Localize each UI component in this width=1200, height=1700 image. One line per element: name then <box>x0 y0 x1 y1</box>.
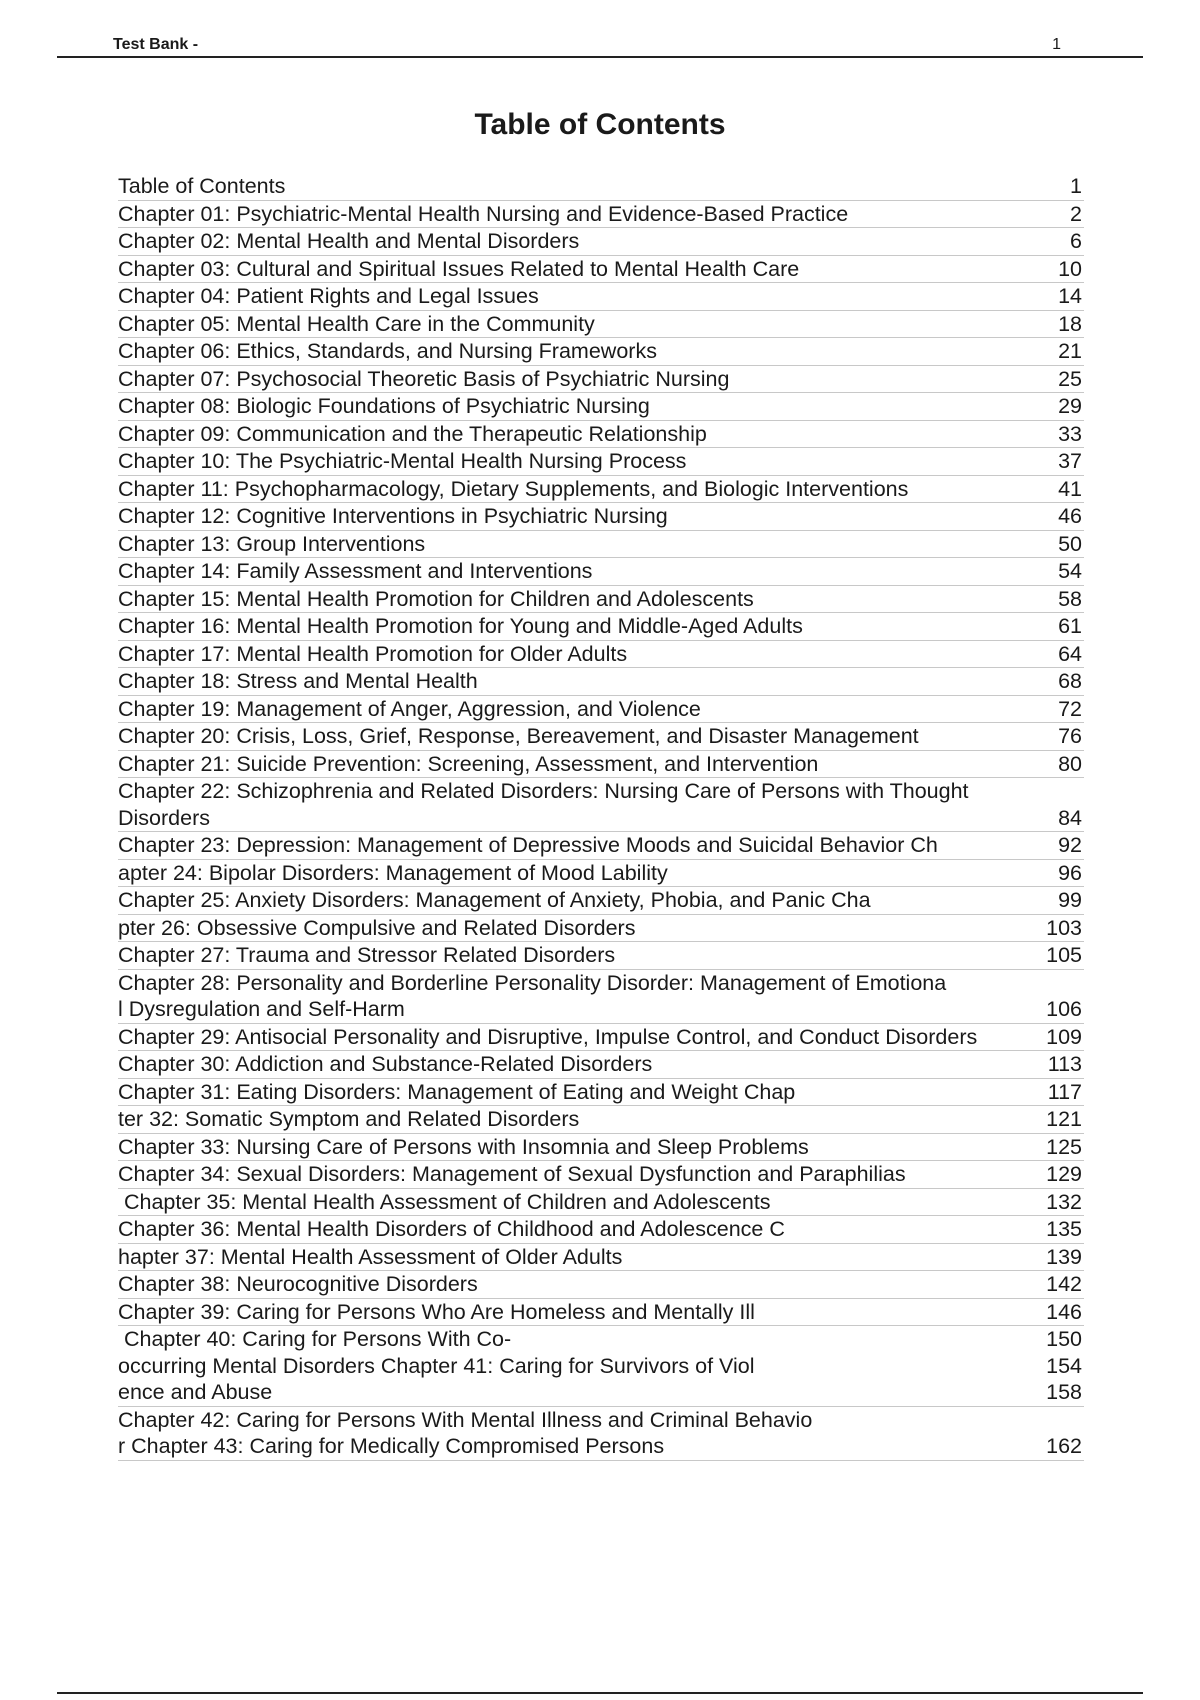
toc-entry-title: Table of Contents <box>118 174 286 198</box>
header-page-number: 1 <box>1052 36 1061 53</box>
toc-entry-title: Chapter 07: Psychosocial Theoretic Basis of Psychiatric Nursing <box>118 366 730 391</box>
table-of-contents <box>118 173 1084 1461</box>
header-title: Test Bank - <box>113 36 199 53</box>
toc-entry-page: 103 <box>1046 915 1082 940</box>
toc-entry-title: Chapter 34: Sexual Disorders: Management of Sexual Dysfunction and Paraphilias <box>118 1162 906 1186</box>
toc-entry[interactable] <box>118 942 1084 970</box>
toc-entry-title: Chapter 28: Personality and Borderline Personality Disorder: Management of Emotiona l Dysregulation and Self-Harm <box>118 970 947 1021</box>
toc-entry-page: 25 <box>1058 366 1082 391</box>
toc-entry-title: Chapter 27: Trauma and Stressor Related Disorders <box>118 943 616 967</box>
toc-entry-page: 96 <box>1058 860 1082 885</box>
toc-entry[interactable] <box>118 558 1084 586</box>
toc-entry[interactable] <box>118 1326 1084 1407</box>
toc-entry[interactable] <box>118 338 1084 366</box>
page-header <box>57 34 1143 58</box>
toc-entry[interactable] <box>118 641 1084 669</box>
toc-entry-title: Chapter 42: Caring for Persons With Mental Illness and Criminal Behavio r Chapter 43: Caring for Medically Compromised Persons <box>118 1407 813 1458</box>
toc-entry-page: 105 <box>1046 943 1082 967</box>
toc-entry[interactable] <box>118 1189 1084 1217</box>
page-title: Table of Contents <box>474 108 726 141</box>
toc-entry-title: Chapter 30: Addiction and Substance-Related Disorders <box>118 1052 653 1076</box>
toc-entry-title: Chapter 29: Antisocial Personality and Disruptive, Impulse Control, and Conduct Disorders <box>118 1024 978 1049</box>
toc-entry-page: 109 <box>1046 1024 1082 1049</box>
toc-entry[interactable] <box>118 723 1084 751</box>
toc-entry-page: 41 <box>1058 476 1082 501</box>
toc-entry-title: Chapter 19: Management of Anger, Aggression, and Violence <box>118 696 701 721</box>
toc-entry[interactable] <box>118 1244 1084 1272</box>
toc-entry[interactable] <box>118 668 1084 696</box>
toc-entry-title: Chapter 33: Nursing Care of Persons with Insomnia and Sleep Problems <box>118 1134 809 1159</box>
toc-entry-page: 139 <box>1046 1244 1082 1269</box>
toc-entry-title: Chapter 14: Family Assessment and Interventions <box>118 559 593 583</box>
toc-entry-page: 99 <box>1058 888 1082 912</box>
toc-entry-title: Chapter 10: The Psychiatric-Mental Health Nursing Process <box>118 449 687 473</box>
toc-entry-title: Chapter 38: Neurocognitive Disorders <box>118 1272 478 1296</box>
toc-entry-page: 37 <box>1058 449 1082 473</box>
toc-entry-title: apter 24: Bipolar Disorders: Management of Mood Lability <box>118 860 668 885</box>
toc-entry[interactable] <box>118 887 1084 915</box>
toc-entry[interactable] <box>118 503 1084 531</box>
toc-entry[interactable] <box>118 613 1084 641</box>
toc-entry-page: 80 <box>1058 751 1082 776</box>
toc-entry-page: 117 <box>1047 1079 1082 1104</box>
toc-entry-title: Chapter 31: Eating Disorders: Management of Eating and Weight Chap <box>118 1079 796 1104</box>
toc-entry-page: 64 <box>1058 641 1082 666</box>
toc-entry-title: ter 32: Somatic Symptom and Related Disorders <box>118 1107 580 1131</box>
toc-entry-title: Chapter 16: Mental Health Promotion for Young and Middle-Aged Adults <box>118 614 803 638</box>
toc-entry-title: Chapter 22: Schizophrenia and Related Disorders: Nursing Care of Persons with Thought Disorders <box>118 779 969 830</box>
toc-entry[interactable] <box>118 1079 1084 1107</box>
toc-entry-page: 72 <box>1058 696 1082 721</box>
toc-entry-page: 84 <box>1058 805 1082 830</box>
toc-entry-title: Chapter 03: Cultural and Spiritual Issues Related to Mental Health Care <box>118 256 800 281</box>
toc-entry[interactable] <box>118 228 1084 256</box>
toc-entry[interactable] <box>118 915 1084 943</box>
toc-entry-page: 146 <box>1046 1299 1082 1324</box>
toc-entry-title: Chapter 17: Mental Health Promotion for Older Adults <box>118 641 628 666</box>
toc-entry[interactable] <box>118 860 1084 888</box>
toc-entry[interactable] <box>118 1134 1084 1162</box>
toc-entry[interactable] <box>118 476 1084 504</box>
toc-entry[interactable] <box>118 1216 1084 1244</box>
toc-entry[interactable] <box>118 283 1084 311</box>
toc-entry[interactable] <box>118 421 1084 449</box>
toc-entry[interactable] <box>118 256 1084 284</box>
toc-entry[interactable] <box>118 751 1084 779</box>
toc-entry-page: 142 <box>1046 1272 1082 1296</box>
toc-entry-page: 106 <box>1046 997 1082 1021</box>
toc-entry-page: 10 <box>1058 256 1082 281</box>
toc-entry-title: Chapter 08: Biologic Foundations of Psychiatric Nursing <box>118 394 650 418</box>
toc-entry-page: 46 <box>1058 504 1082 528</box>
toc-entry-title: Chapter 05: Mental Health Care in the Community <box>118 311 595 336</box>
toc-entry-page: 125 <box>1046 1134 1082 1159</box>
toc-entry-page: 68 <box>1058 669 1082 693</box>
toc-entry-title: Chapter 23: Depression: Management of Depressive Moods and Suicidal Behavior Ch <box>118 833 938 857</box>
toc-entry-page: 58 <box>1058 586 1082 611</box>
toc-entry-page: 54 <box>1058 559 1082 583</box>
toc-entry-title: Chapter 36: Mental Health Disorders of Childhood and Adolescence C <box>118 1217 785 1241</box>
toc-entry[interactable] <box>118 311 1084 339</box>
toc-entry-title: hapter 37: Mental Health Assessment of Older Adults <box>118 1244 623 1269</box>
toc-entry[interactable] <box>118 832 1084 860</box>
toc-entry[interactable] <box>118 1271 1084 1299</box>
toc-entry-page: 29 <box>1058 394 1082 418</box>
toc-entry-page: 135 <box>1046 1217 1082 1241</box>
toc-entry-title: Chapter 39: Caring for Persons Who Are Homeless and Mentally Ill <box>118 1299 755 1324</box>
toc-entry-page: 61 <box>1058 614 1082 638</box>
toc-entry[interactable] <box>118 393 1084 421</box>
toc-entry-page: 76 <box>1058 724 1082 748</box>
toc-entry-title: Chapter 04: Patient Rights and Legal Issues <box>118 284 539 308</box>
toc-entry[interactable] <box>118 696 1084 724</box>
toc-entry-page: 1 <box>1070 174 1082 198</box>
toc-entry-title: Chapter 06: Ethics, Standards, and Nursing Frameworks <box>118 339 657 363</box>
toc-entry-page: 92 <box>1058 833 1082 857</box>
toc-entry-page: 113 <box>1047 1052 1082 1076</box>
toc-entry[interactable] <box>118 1051 1084 1079</box>
toc-entry[interactable] <box>118 531 1084 559</box>
toc-entry-page: 50 <box>1058 531 1082 556</box>
toc-entry-title: Chapter 02: Mental Health and Mental Disorders <box>118 229 580 253</box>
toc-entry-page: 21 <box>1058 339 1082 363</box>
toc-entry-page: 33 <box>1058 421 1082 446</box>
footer-rule <box>57 1692 1143 1694</box>
toc-entry-title: Chapter 01: Psychiatric-Mental Health Nursing and Evidence-Based Practice <box>118 201 849 226</box>
toc-entry-title: Chapter 09: Communication and the Therapeutic Relationship <box>118 421 707 446</box>
toc-entry-title: Chapter 35: Mental Health Assessment of Children and Adolescents <box>118 1189 771 1214</box>
toc-entry[interactable] <box>118 448 1084 476</box>
toc-entry-title: Chapter 12: Cognitive Interventions in Psychiatric Nursing <box>118 504 668 528</box>
toc-entry-title: Chapter 18: Stress and Mental Health <box>118 669 478 693</box>
toc-entry[interactable] <box>118 1299 1084 1327</box>
toc-entry-title: Chapter 15: Mental Health Promotion for Children and Adolescents <box>118 586 754 611</box>
toc-entry[interactable] <box>118 778 1084 832</box>
toc-entry-title: pter 26: Obsessive Compulsive and Related Disorders <box>118 915 636 940</box>
toc-entry-title: Chapter 25: Anxiety Disorders: Management of Anxiety, Phobia, and Panic Cha <box>118 888 871 912</box>
toc-entry-page: 150 154 158 <box>1046 1327 1082 1404</box>
toc-entry[interactable] <box>118 1407 1084 1461</box>
toc-entry-page: 162 <box>1046 1434 1082 1458</box>
toc-entry-title: Chapter 11: Psychopharmacology, Dietary Supplements, and Biologic Interventions <box>118 476 909 501</box>
toc-entry[interactable] <box>118 366 1084 394</box>
toc-entry-page: 121 <box>1046 1107 1082 1131</box>
toc-entry[interactable] <box>118 586 1084 614</box>
toc-entry-page: 129 <box>1046 1162 1082 1186</box>
toc-entry[interactable] <box>118 201 1084 229</box>
toc-entry[interactable] <box>118 173 1084 201</box>
toc-entry-page: 2 <box>1070 201 1082 226</box>
toc-entry-title: Chapter 40: Caring for Persons With Co- occurring Mental Disorders Chapter 41: Caring for Survivors of Viol ence and Abuse <box>118 1327 755 1404</box>
toc-entry-title: Chapter 13: Group Interventions <box>118 531 426 556</box>
toc-entry-page: 14 <box>1058 284 1082 308</box>
toc-entry-title: Chapter 20: Crisis, Loss, Grief, Response, Bereavement, and Disaster Management <box>118 724 919 748</box>
toc-entry[interactable] <box>118 970 1084 1024</box>
toc-entry-page: 18 <box>1058 311 1082 336</box>
toc-entry-page: 6 <box>1070 229 1082 253</box>
toc-entry-title: Chapter 21: Suicide Prevention: Screening, Assessment, and Intervention <box>118 751 819 776</box>
toc-entry-page: 132 <box>1046 1189 1082 1214</box>
toc-entry[interactable] <box>118 1106 1084 1134</box>
toc-entry[interactable] <box>118 1161 1084 1189</box>
toc-entry[interactable] <box>118 1024 1084 1052</box>
